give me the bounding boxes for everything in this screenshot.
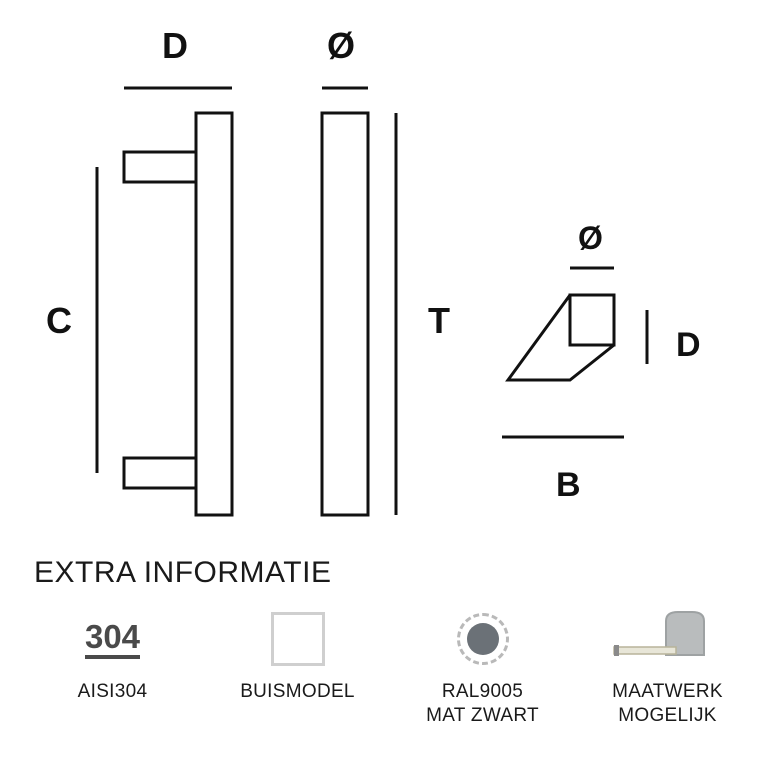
label-T: T (428, 300, 450, 341)
label-C: C (46, 300, 72, 341)
label-diameter-front: Ø (327, 25, 356, 66)
custom-size-shape (608, 611, 728, 667)
info-item-model (205, 610, 390, 704)
steel-grade-304-icon (85, 610, 140, 668)
measure-tape (614, 647, 676, 654)
info-caption-custom (612, 680, 723, 728)
info-caption-material: AISI304 (77, 681, 148, 702)
measure-tape-hook (614, 645, 619, 656)
square-tube-shape (271, 612, 325, 666)
label-B: B (556, 466, 581, 504)
detail-boss-body (508, 295, 614, 380)
info-caption-color-line1: RAL9005 (441, 681, 524, 702)
steel-grade-304-text: 304 (85, 620, 140, 659)
label-D-front: D (162, 25, 188, 66)
info-item-color (390, 610, 575, 728)
ral-color-swatch-icon (457, 610, 509, 668)
handle-post-front (196, 113, 232, 515)
handle-tube-side (322, 113, 368, 515)
ral-swatch-ring (457, 613, 509, 665)
handle-lower-arm (124, 458, 196, 488)
extra-info-row (20, 610, 760, 750)
info-caption-color (426, 680, 539, 728)
extra-info-title: EXTRA INFORMATIE (34, 556, 332, 589)
info-caption-model: BUISMODEL (240, 681, 355, 702)
info-item-material (20, 610, 205, 704)
handle-upper-arm (124, 152, 196, 182)
info-caption-custom-line2: MOGELIJK (618, 704, 717, 726)
square-tube-icon (271, 610, 325, 668)
custom-size-icon (608, 610, 728, 668)
ral-swatch-fill (467, 623, 499, 655)
info-caption-color-line2: MAT ZWART (426, 704, 539, 726)
info-item-custom (575, 610, 760, 728)
detail-boss-face (570, 295, 614, 345)
label-diameter-detail: Ø (578, 220, 603, 256)
label-D-detail: D (676, 326, 701, 364)
info-caption-custom-line1: MAATWERK (612, 681, 723, 702)
